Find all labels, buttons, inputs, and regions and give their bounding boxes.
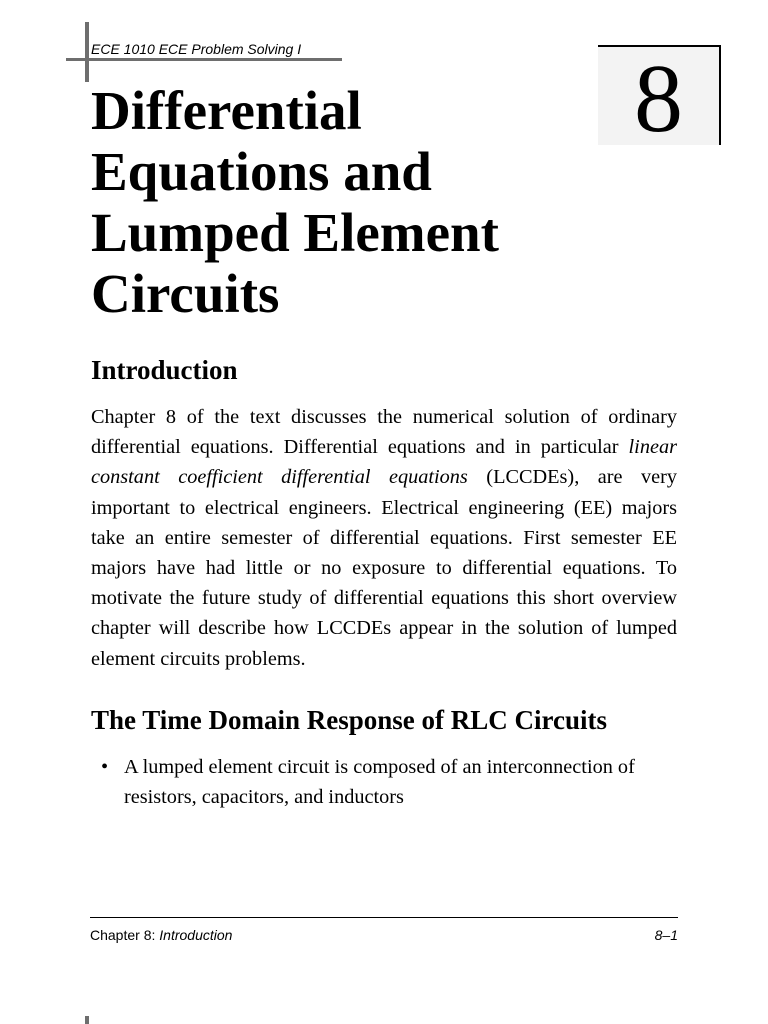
paragraph-text: Chapter 8 of the text discusses the numerical solution of ordinary differential equations. Differential equations and in particular — [91, 406, 677, 459]
footer-divider — [90, 917, 678, 918]
crop-mark-vertical — [85, 22, 89, 82]
introduction-paragraph — [91, 402, 677, 674]
bullet-text: A lumped element circuit is composed of an interconnection of resistors, capacitors, and inductors — [124, 756, 635, 809]
chapter-number: 8 — [634, 45, 683, 153]
chapter-title — [91, 80, 591, 324]
footer-section-name: Introduction — [159, 927, 233, 943]
footer-chapter — [90, 926, 232, 944]
page-number: 8–1 — [654, 927, 678, 943]
running-head: ECE 1010 ECE Problem Solving I — [91, 41, 302, 57]
paragraph-text: (LCCDEs), are very important to electrical engineers. Electrical engineering (EE) majors take an entire semester of differential equations. First semester EE majors have had little or no exposure to differential equations. To motivate the future study of differential equations this short overview chapter will describe how LCCDEs appear in the solution of lumped element circuits problems. — [91, 466, 677, 670]
bullet-list — [91, 752, 677, 812]
chapter-title-line: Equations and — [91, 141, 432, 202]
crop-mark-horizontal — [66, 58, 342, 61]
paragraph-emphasis: linear constant coefficient differential equations — [91, 436, 677, 489]
crop-mark-bottom — [85, 1016, 89, 1024]
footer-chapter-label: Chapter 8: — [90, 927, 160, 943]
section-heading-introduction: Introduction — [91, 355, 238, 385]
chapter-title-line: Circuits — [91, 263, 280, 324]
chapter-number-box — [598, 45, 721, 153]
chapter-title-line: Differential — [91, 80, 362, 141]
bullet-marker: • — [101, 756, 109, 778]
list-item — [91, 752, 677, 812]
section-heading-time-domain: The Time Domain Response of RLC Circuits — [91, 705, 608, 735]
chapter-title-line: Lumped Element — [91, 202, 499, 263]
